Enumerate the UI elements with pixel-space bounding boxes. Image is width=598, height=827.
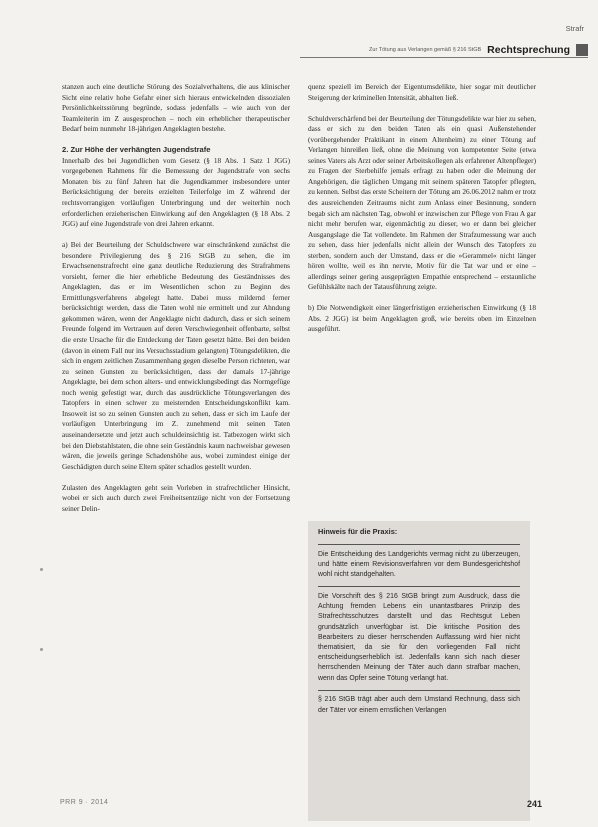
- header-rule: [300, 57, 588, 58]
- scan-mark: [40, 648, 43, 651]
- practice-note-paragraph: § 216 StGB trägt aber auch dem Umstand Rechnung, dass sich der Täter vor einem ernstlichen Verlangen: [318, 696, 520, 714]
- section-marker-square: [576, 44, 588, 56]
- page-number: 241: [526, 799, 542, 809]
- paragraph: Schuldverschärfend bei der Beurteilung der Tötungsdelikte war hier zu sehen, dass er sich zu den beiden Taten als ein quasi Außenstehender (vorübergehender Praktikant in einem Altenheim) zu einer Tötung auf Verlangen hinreißen ließ, ohne die Meinung von kompetenter Seite (etwa seines Vaters als Arzt oder seiner Arbeitskollegen als erfahrener Altenpfleger) zu Fragen der Sterbehilfe jemals erfragt zu haben oder die Meinung der Angehörigen, die täglichen Umgang mit seinem späteren Tatopfer pflegten, zu kennen. Selbst das erste Scheitern der Tötung am 26.06.2012 nahm er trotz des ausreichenden Zeitraums nicht zum Anlass einer Besinnung, sondern begab sich am nächsten Tag, obwohl er inzwischen zur Pflege von Frau A gar nicht mehr berufen war, eigenmächtig zu dieser, wo er dann bei gleicher Ausgangslage die Tat vollendete. Im Rahmen der Strafzumessung war auch zu sehen, dass hier jedenfalls nicht allein der Wunsch des Tatopfers zu sterben, sondern auch der Umstand, dass er die »Gerammel« nicht länger hören wollte, weil es ihn nervte, Motiv für die Tat war und er eine – allerdings seiner gering ausgeprägten Empathie entsprechend – erstaunliche Gefühlskälte nach der Tatausführung zeigte.: [308, 113, 536, 292]
- practice-note-box: [308, 521, 530, 821]
- category-title: Rechtsprechung: [487, 44, 570, 56]
- divider: [318, 544, 520, 545]
- right-column: [308, 82, 536, 346]
- divider: [318, 690, 520, 691]
- section-heading: 2. Zur Höhe der verhängten Jugendstrafe: [62, 145, 211, 155]
- left-column: [62, 82, 290, 525]
- paragraph: stanzen auch eine deutliche Störung des Sozialverhaltens, die aus klinischer Sicht eine relativ hohe Gefahr einer sich hieraus entwickelnden dissozialen Persönlichkeitsstörung begründe, sodass jedenfalls – wie auch von der Teamleiterin im Z ausgesprochen – noch ein erheblicher therapeutischer Bedarf beim nunmehr 18-jährigen Angeklagten bestehe.: [62, 82, 290, 134]
- paragraph: Innerhalb des bei Jugendlichen vom Gesetz (§ 18 Abs. 1 Satz 1 JGG) vorgegebenen Rahmens für die Bemessung der Jugendstrafe von sechs Monaten bis zu fünf Jahren hat die Jugendkammer insbesondere unter Berücksichtigung der bereits erzielten Teilerfolge im Z während der rechtsvorrangigen vorläufigen Unterbringung und der weiterhin noch erforderlichen erzieherischen Einwirkung auf den Angeklagten (§ 18 Abs. 2 JGG) auf eine Jugendstrafe von drei Jahren erkannt.: [62, 155, 290, 229]
- practice-note-paragraph: Die Entscheidung des Landgerichts vermag nicht zu überzeugen, und hätte einem Revisionsverfahren vor dem Bundesgerichtshof wohl nicht standgehalten.: [318, 550, 520, 579]
- practice-note-title: Hinweis für die Praxis:: [318, 527, 398, 536]
- journal-issue: PRR 9 · 2014: [60, 799, 109, 806]
- practice-note-paragraph: Die Vorschrift des § 216 StGB bringt zum Ausdruck, dass die Achtung fremden Lebens ein unantastbares Prinzip des Strafrechtsschutzes darstellt und das Rechtsgut Leben grundsätzlich unverfügbar ist. Die kritische Position des Bearbeiters zu dieser herrschenden Auffassung wird hier nicht thematisiert, da sie für den vorliegenden Fall nicht entscheidungserheblich ist. Jedenfalls kann sich nach dieser herrschenden Meinung der Täter auch dann strafbar machen, wenn das Opfer seine Tötung verlangt hat.: [318, 593, 520, 682]
- scan-mark: [40, 568, 43, 571]
- section-label: Strafr: [565, 24, 584, 33]
- divider: [318, 586, 520, 587]
- paragraph: quenz speziell im Bereich der Eigentumsdelikte, hier sogar mit deutlicher Steigerung der kriminellen Intensität, abhalten ließ.: [308, 82, 536, 102]
- paragraph: Zulasten des Angeklagten geht sein Vorleben in strafrechtlicher Hinsicht, wobei er sich auch durch zwei Freiheitsentzüge nicht von der Fortsetzung seiner Delin-: [62, 482, 290, 513]
- paragraph: b) Die Notwendigkeit einer längerfristigen erzieherischen Einwirkung (§ 18 Abs. 2 JGG) ist beim Angeklagten groß, wie bereits oben im Einzelnen ausgeführt.: [308, 303, 536, 334]
- paragraph: a) Bei der Beurteilung der Schuldschwere war einschränkend zunächst die besondere Privilegierung des § 216 StGB zu sehen, die im Erwachsenenstrafrecht eine ganz deutliche Reduzierung des Strafrahmens vorsieht, ferner die hier erhebliche Bedeutung des Geständnisses des Angeklagten, das er im Wesentlichen schon zu Beginn des Ermittlungsverfahrens abgelegt hatte. Dabei muss mildernd ferner berücksichtigt werden, dass die Taten wohl nie ermittelt und zur Ahndung gekommen wären, wenn der Angeklagte nicht dadurch, dass er sich seinem Freunde folgend im Vertrauen auf deren Verschwiegenheit offenbarte, selbst die erste Ursache für die Entdeckung der Taten gesetzt hätte. Bei den beiden (davon in einem Fall nur ins Versuchsstadium gelangten) Tötungsdelikten, die sich in engem zeitlichen Zusammenhang gegen dieselbe Person richteten, war zu seinen Gunsten zu berücksichtigen, dass der damals 17-jährige Angeklagte, bei dem schon alters- und entwicklungsbedingt das Normgefüge noch wenig gefestigt war, durch das ausdrückliche Tötungsverlangen des Tatopfers in einen schwer zu meisternden Entscheidungskonflikt kam. Insoweit ist so zu seinen Gunsten auch zu sehen, dass er sich im Laufe der vorläufigen Unterbringung im Z. zunehmend mit seinen Taten auseinandersetzte und jetzt auch schuldeinsichtig ist. Tatbezogen wirkt sich bei den Diebstahlstaten, die ohne sein Geständnis kaum nachweisbar gewesen wären, die jeweils geringe Schadenshöhe aus, wobei zumindest einige der Geschädigten durch seine Eltern später schadlos gestellt wurden.: [62, 240, 290, 471]
- page-footer: [60, 799, 542, 809]
- running-header: [300, 44, 588, 56]
- running-title: Zur Tötung aus Verlangen gemäß § 216 StGB: [369, 47, 482, 53]
